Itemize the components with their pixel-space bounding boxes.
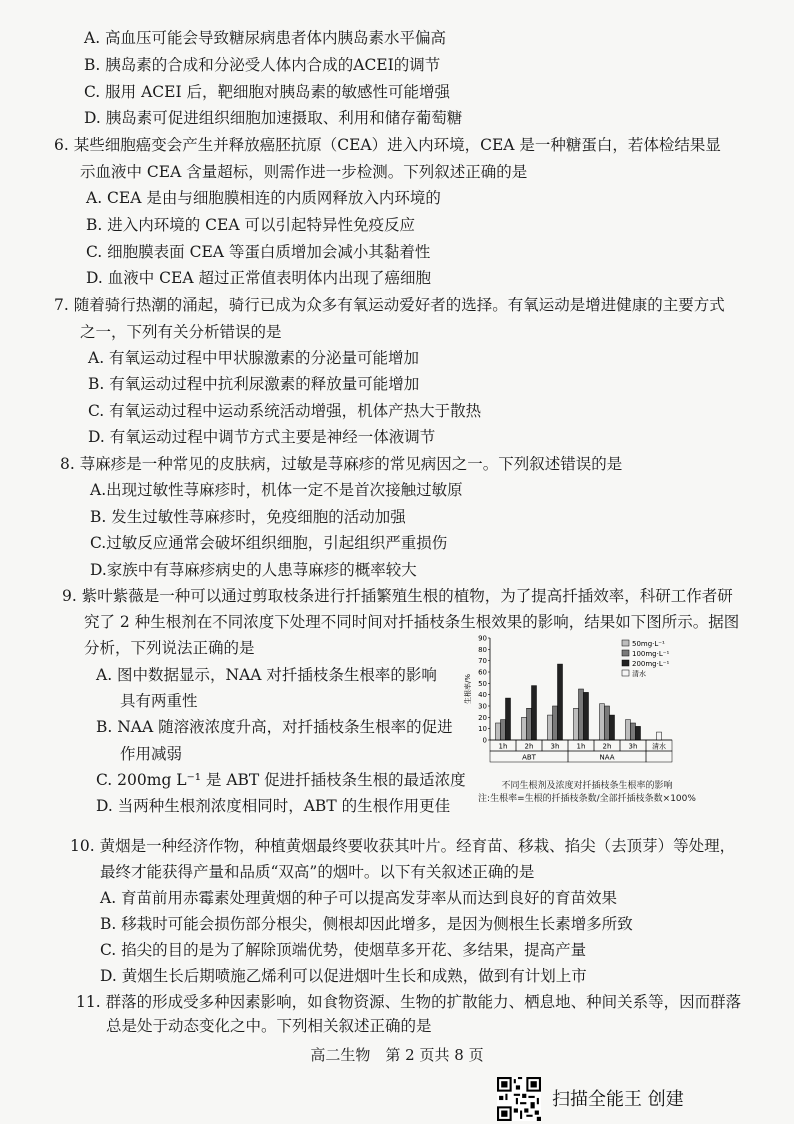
q9-stem-2: 究了 2 种生根剂在不同浓度下处理不同时间对扦插枝条生根效果的影响，结果如下图所示。据图 <box>84 613 740 631</box>
y-tick-label: 40 <box>478 691 487 700</box>
legend-label: 100mg·L⁻¹ <box>632 650 670 658</box>
bar <box>522 717 527 740</box>
q11-stem-2: 总是处于动态变化之中。下列相关叙述正确的是 <box>106 1017 432 1035</box>
x-tick-label: 2h <box>602 742 612 751</box>
bar <box>558 664 563 740</box>
bar <box>501 720 506 740</box>
q8-option-c: C.过敏反应通常会破坏组织细胞，引起组织严重损伤 <box>90 534 448 552</box>
q9-stem-1: 9. 紫叶紫薇是一种可以通过剪取枝条进行扦插繁殖生根的植物，为了提高扦插效率，科研工作者研 <box>62 587 733 605</box>
bar <box>527 708 532 740</box>
x-tick-label: 清水 <box>652 742 666 751</box>
y-axis-label: 生根率/% <box>464 673 472 705</box>
legend-label: 200mg·L⁻¹ <box>632 660 670 668</box>
q9-option-b-1: B. NAA 随溶液浓度升高，对扦插枝条生根率的促进 <box>96 718 453 736</box>
bar <box>605 706 610 740</box>
y-tick-label: 10 <box>478 725 487 734</box>
legend-swatch <box>622 660 629 666</box>
q6-option-a: A. CEA 是由与细胞膜相连的内质网释放入内环境的 <box>86 189 441 207</box>
bar <box>636 726 641 740</box>
q5-option-b: B. 胰岛素的合成和分泌受人体内合成的ACEI的调节 <box>84 56 441 74</box>
x-tick-label: 3h <box>628 742 638 751</box>
q6-option-b: B. 进入内环境的 CEA 可以引起特异性免疫反应 <box>86 216 415 234</box>
q9-stem-3: 分析，下列说法正确的是 <box>84 639 255 657</box>
q6-stem-2: 示血液中 CEA 含量超标，则需作进一步检测。下列叙述正确的是 <box>80 163 528 181</box>
q11-stem-1: 11. 群落的形成受多种因素影响，如食物资源、生物的扩散能力、栖息地、种间关系等，因而群落 <box>76 993 742 1011</box>
y-tick-label: 0 <box>482 736 487 745</box>
group-label: ABT <box>522 753 536 762</box>
chart-note: 注:生根率=生根的扦插枝条数/全部扦插枝条数×100% <box>478 794 696 804</box>
bar <box>548 715 553 740</box>
bar <box>496 723 501 740</box>
q10-stem-1: 10. 黄烟是一种经济作物，种植黄烟最终要收获其叶片。经育苗、移栽、掐尖（去顶芽）等处理， <box>70 837 736 855</box>
q7-option-c: C. 有氧运动过程中运动系统活动增强，机体产热大于散热 <box>88 402 482 420</box>
bar <box>506 698 511 740</box>
bar <box>579 689 584 740</box>
rooting-rate-chart <box>462 632 712 812</box>
y-tick-label: 30 <box>478 702 487 711</box>
q7-stem-2: 之一，下列有关分析错误的是 <box>80 323 282 341</box>
legend-swatch <box>622 670 629 676</box>
bar <box>532 686 537 740</box>
bar <box>657 732 662 740</box>
q7-stem-1: 7. 随着骑行热潮的涌起，骑行已成为众多有氧运动爱好者的选择。有氧运动是增进健康的主要方式 <box>54 296 725 314</box>
q9-option-b-2: 作用减弱 <box>120 745 183 763</box>
bar <box>631 723 636 740</box>
bar <box>553 706 558 740</box>
q9-option-d: D. 当两种生根剂浓度相同时，ABT 的生根作用更佳 <box>96 797 451 815</box>
chart-svg <box>462 632 712 782</box>
y-tick-label: 20 <box>478 713 487 722</box>
legend-swatch <box>622 650 629 656</box>
q8-option-b: B. 发生过敏性荨麻疹时，免疫细胞的活动加强 <box>90 508 406 526</box>
q9-option-a-1: A. 图中数据显示，NAA 对扦插枝条生根率的影响 <box>96 666 437 684</box>
q6-stem-1: 6. 某些细胞癌变会产生并释放癌胚抗原（CEA）进入内环境，CEA 是一种糖蛋白，若体检结果显 <box>54 136 721 154</box>
q8-stem: 8. 荨麻疹是一种常见的皮肤病，过敏是荨麻疹的常见病因之一。下列叙述错误的是 <box>60 455 623 473</box>
q7-option-d: D. 有氧运动过程中调节方式主要是神经一体液调节 <box>88 428 436 446</box>
scanner-watermark <box>497 1077 787 1121</box>
q5-option-d: D. 胰岛素可促进组织细胞加速摄取、利用和储存葡萄糖 <box>84 109 463 127</box>
y-tick-label: 60 <box>478 668 487 677</box>
legend-label: 50mg·L⁻¹ <box>632 640 665 648</box>
y-tick-label: 70 <box>478 657 487 666</box>
bar <box>574 708 579 740</box>
q10-option-d: D. 黄烟生长后期喷施乙烯利可以促进烟叶生长和成熟，做到有计划上市 <box>100 967 587 985</box>
chart-caption: 不同生根剂及浓度对扦插枝条生根率的影响 <box>501 781 673 791</box>
group-cell <box>646 751 672 762</box>
q7-option-b: B. 有氧运动过程中抗利尿激素的释放量可能增加 <box>88 375 420 393</box>
q10-option-b: B. 移栽时可能会损伤部分根尖，侧根却因此增多，是因为侧根生长素增多所致 <box>100 915 633 933</box>
x-tick-label: 3h <box>550 742 560 751</box>
q5-option-c: C. 服用 ACEI 后，靶细胞对胰岛素的敏感性可能增强 <box>84 83 451 101</box>
bar <box>600 704 605 740</box>
scanner-label: 扫描全能王 创建 <box>552 1089 684 1110</box>
q10-stem-2: 最终才能获得产量和品质“双高”的烟叶。以下有关叙述正确的是 <box>100 863 535 881</box>
q9-option-a-2: 具有两重性 <box>120 692 198 710</box>
bar <box>584 692 589 740</box>
qr-code-icon <box>497 1077 541 1121</box>
group-label: NAA <box>599 753 615 762</box>
y-tick-label: 50 <box>478 679 487 688</box>
page-footer: 高二生物 第 2 页共 8 页 <box>310 1046 484 1064</box>
y-tick-label: 80 <box>478 645 487 654</box>
x-tick-label: 1h <box>498 742 508 751</box>
legend-swatch <box>622 640 629 646</box>
y-tick-label: 90 <box>478 634 487 643</box>
bar <box>626 720 631 740</box>
bar <box>610 715 615 740</box>
x-tick-label: 2h <box>524 742 534 751</box>
q8-option-d: D.家族中有荨麻疹病史的人患荨麻疹的概率较大 <box>90 561 417 579</box>
q6-option-d: D. 血液中 CEA 超过正常值表明体内出现了癌细胞 <box>86 269 431 287</box>
legend-label: 清水 <box>632 670 646 678</box>
q8-option-a: A.出现过敏性荨麻疹时，机体一定不是首次接触过敏原 <box>90 481 463 499</box>
q10-option-c: C. 掐尖的目的是为了解除顶端优势，使烟草多开花、多结果，提高产量 <box>100 941 587 959</box>
x-tick-label: 1h <box>576 742 586 751</box>
q10-option-a: A. 育苗前用赤霉素处理黄烟的种子可以提高发芽率从而达到良好的育苗效果 <box>100 889 618 907</box>
q5-option-a: A. 高血压可能会导致糖尿病患者体内胰岛素水平偏高 <box>84 29 447 47</box>
q7-option-a: A. 有氧运动过程中甲状腺激素的分泌量可能增加 <box>88 349 420 367</box>
q9-option-c: C. 200mg L⁻¹ 是 ABT 促进扦插枝条生根的最适浓度 <box>96 771 466 789</box>
q6-option-c: C. 细胞膜表面 CEA 等蛋白质增加会减小其黏着性 <box>86 243 431 261</box>
